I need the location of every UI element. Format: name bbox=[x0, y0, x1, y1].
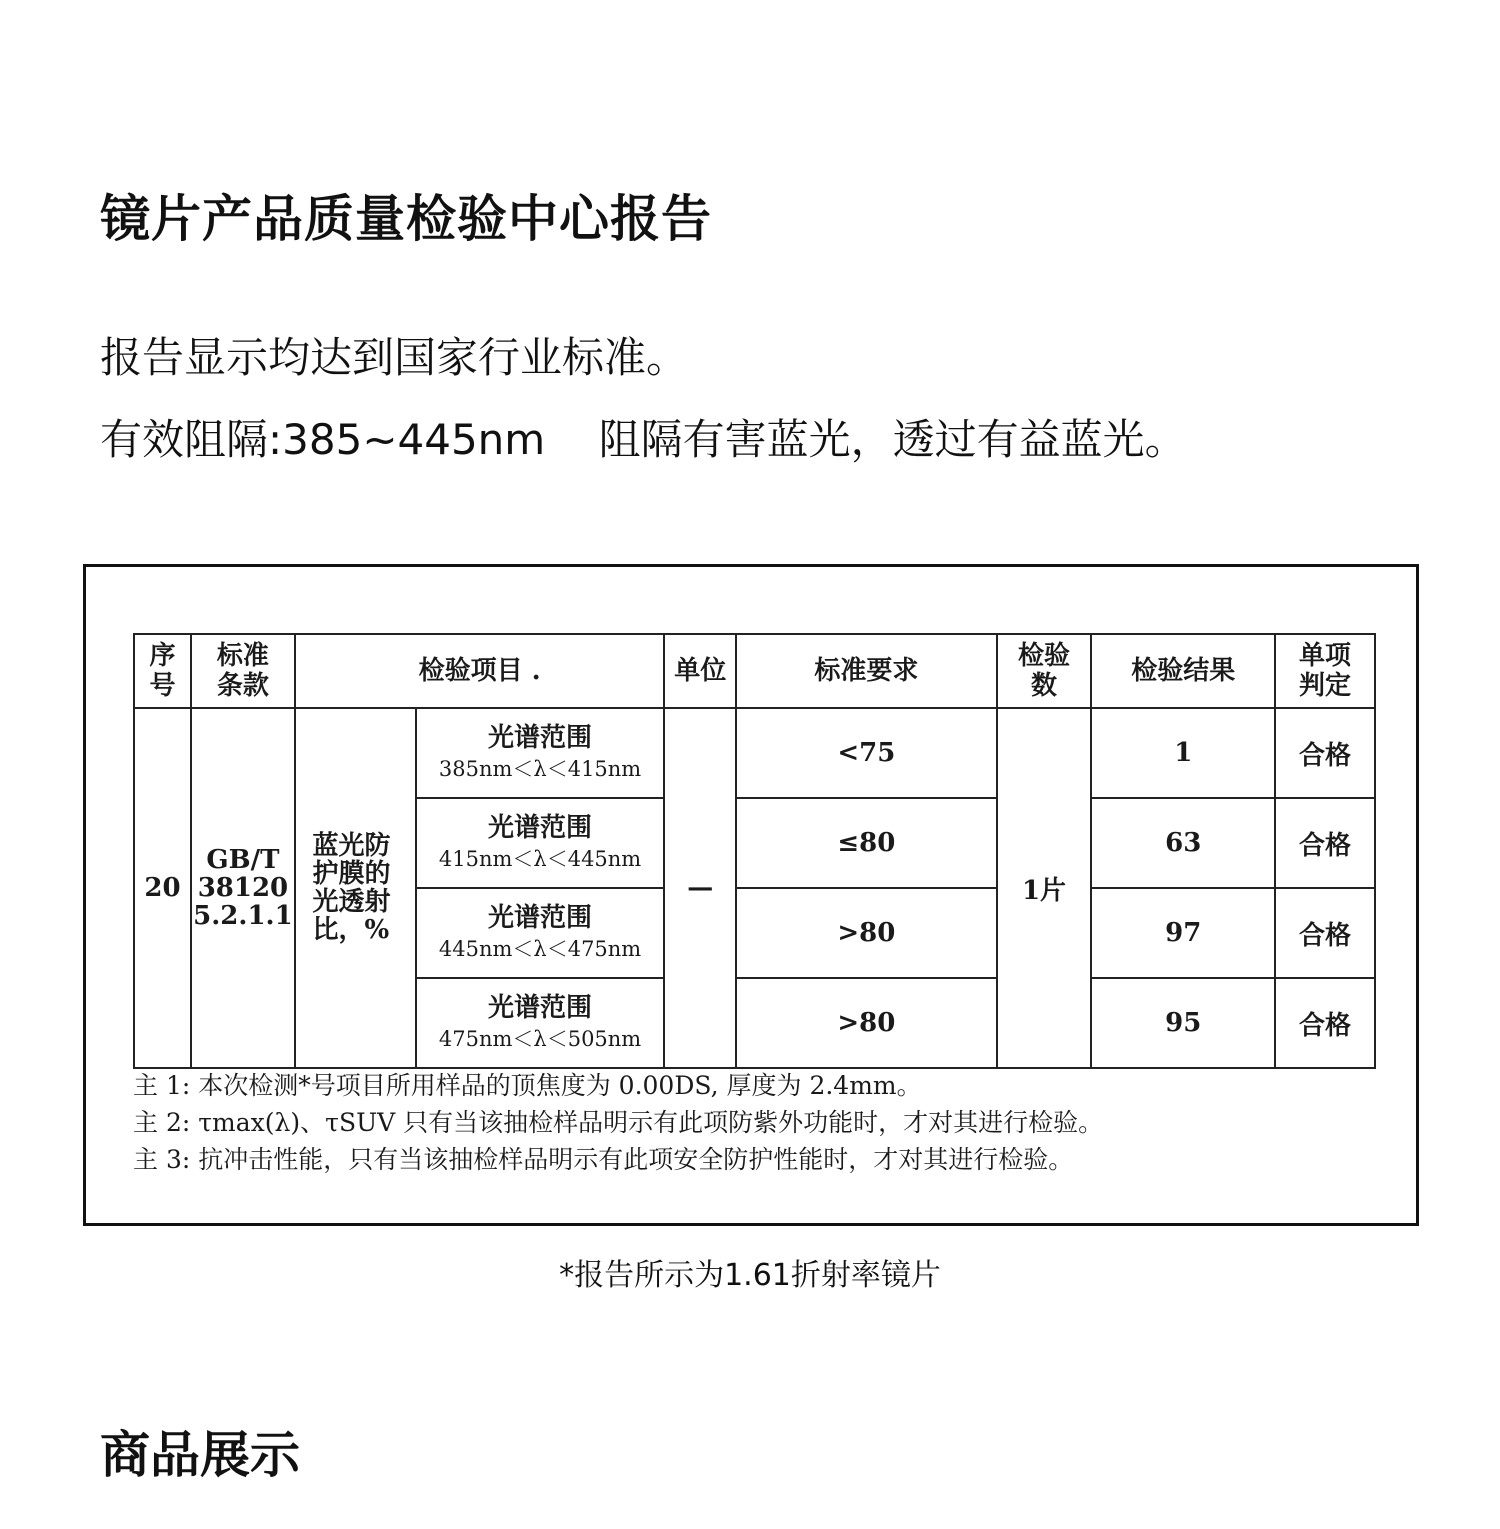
result-cell: 63 bbox=[1091, 798, 1275, 888]
requirement-cell: <75 bbox=[736, 708, 996, 798]
header-requirement: 标准要求 bbox=[736, 634, 996, 708]
header-result: 检验结果 bbox=[1091, 634, 1275, 708]
header-clause: 标准条款 bbox=[191, 634, 295, 708]
result-cell: 95 bbox=[1091, 978, 1275, 1068]
page-title: 镜片产品质量检验中心报告 bbox=[100, 190, 712, 248]
section-title: 商品展示 bbox=[100, 1426, 300, 1484]
unit-cell: — bbox=[664, 708, 736, 1068]
clause-cell: GB/T 38120 5.2.1.1 bbox=[191, 708, 295, 1068]
result-cell: 1 bbox=[1091, 708, 1275, 798]
header-item: 检验项目 . bbox=[295, 634, 664, 708]
report-image-frame bbox=[83, 564, 1419, 1226]
requirement-cell: >80 bbox=[736, 888, 996, 978]
description-line-1: 报告显示均达到国家行业标准。 bbox=[100, 333, 689, 382]
judgement-cell: 合格 bbox=[1275, 708, 1375, 798]
header-unit: 单位 bbox=[664, 634, 736, 708]
report-footnote: *报告所示为1.61折射率镜片 bbox=[559, 1258, 941, 1293]
range-cell: 光谱范围 385nm＜λ＜415nm bbox=[416, 708, 665, 798]
note-3: 主 3: 抗冲击性能，只有当该抽检样品明示有此项安全防护性能时，才对其进行检验。 bbox=[133, 1145, 1074, 1174]
range-cell: 光谱范围 415nm＜λ＜445nm bbox=[416, 798, 665, 888]
requirement-cell: ≤80 bbox=[736, 798, 996, 888]
judgement-cell: 合格 bbox=[1275, 798, 1375, 888]
description-line-2: 有效阻隔:385~445nm 阻隔有害蓝光，透过有益蓝光。 bbox=[100, 415, 1187, 464]
report-notes bbox=[133, 1067, 1333, 1178]
header-seq: 序号 bbox=[134, 634, 191, 708]
range-cell: 光谱范围 445nm＜λ＜475nm bbox=[416, 888, 665, 978]
count-cell: 1片 bbox=[997, 708, 1092, 1068]
seq-cell: 20 bbox=[134, 708, 191, 1068]
table-header-row bbox=[134, 634, 1375, 708]
requirement-cell: >80 bbox=[736, 978, 996, 1068]
range-cell: 光谱范围 475nm＜λ＜505nm bbox=[416, 978, 665, 1068]
item-name-cell: 蓝光防护膜的光透射比，% bbox=[295, 708, 416, 1068]
header-count: 检验数 bbox=[997, 634, 1092, 708]
report-table bbox=[133, 633, 1376, 1069]
header-judgement: 单项判定 bbox=[1275, 634, 1375, 708]
note-2: 主 2: τmax(λ)、τSUV 只有当该抽检样品明示有此项防紫外功能时，才对其进行检验。 bbox=[133, 1108, 1104, 1137]
judgement-cell: 合格 bbox=[1275, 978, 1375, 1068]
table-row bbox=[134, 708, 1375, 798]
judgement-cell: 合格 bbox=[1275, 888, 1375, 978]
result-cell: 97 bbox=[1091, 888, 1275, 978]
note-1: 主 1: 本次检测*号项目所用样品的顶焦度为 0.00DS, 厚度为 2.4mm。 bbox=[133, 1071, 922, 1100]
